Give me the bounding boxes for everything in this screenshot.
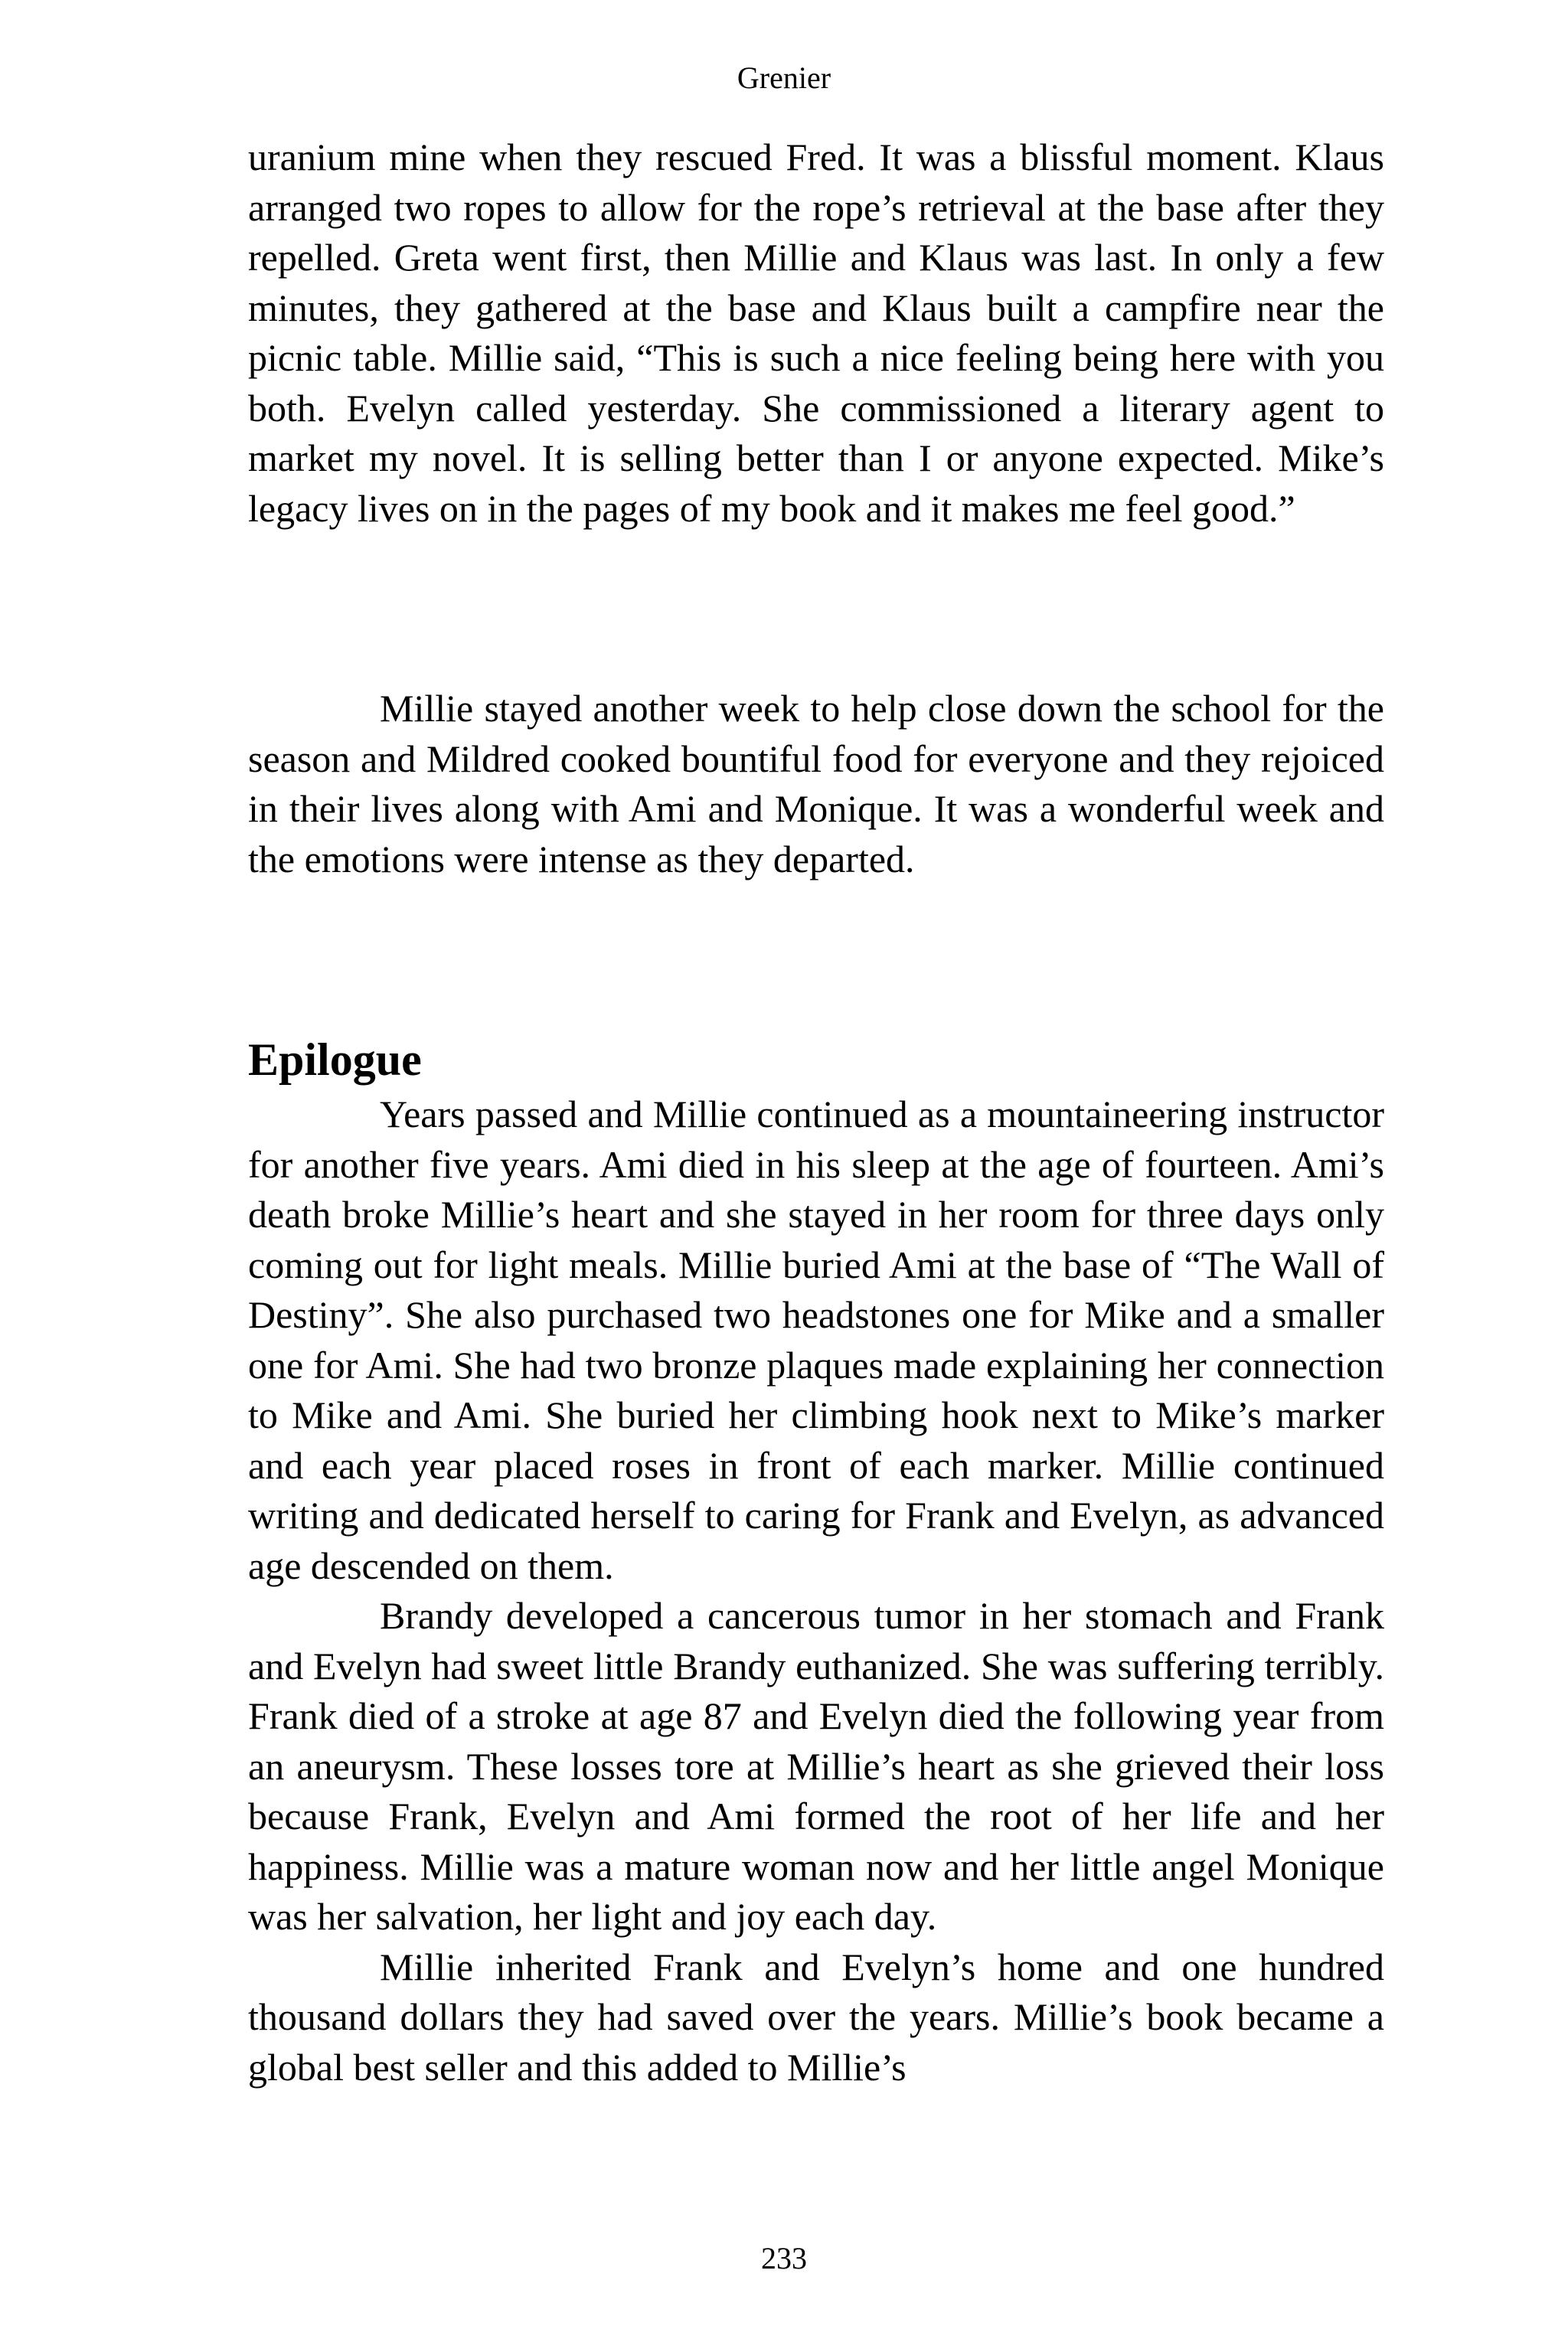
section-heading-epilogue: Epilogue bbox=[248, 1034, 422, 1085]
page-number: 233 bbox=[761, 2241, 807, 2275]
paragraph-continued: uranium mine when they rescued Fred. It was a blissful moment. Klaus arranged two ropes to allow for the rope’s retrieval at the base after they repelled. Greta went first, then Millie and Klaus was last. In only a few minutes, they gathered at the base and Klaus built a campfire near the picnic table. Millie said, “This is such a nice feeling being here with you both. Evelyn called yesterday. She commissioned a literary agent to market my novel. It is selling better than I or anyone expected. Mike’s legacy lives on in the pages of my book and it makes me feel good.” bbox=[248, 136, 1384, 530]
text-block-epilogue bbox=[248, 1089, 1384, 2092]
text-block-middle bbox=[248, 684, 1384, 884]
paragraph-epilogue-1: Years passed and Millie continued as a mountaineering instructor for another five years. Ami died in his sleep at the age of fourteen. Ami’s death broke Millie’s heart and she stayed in her room for three days only coming out for light meals. Millie buried Ami at the base of “The Wall of Destiny”. She also purchased two headstones one for Mike and a smaller one for Ami. She had two bronze plaques made explaining her connection to Mike and Ami. She buried her climbing hook next to Mike’s marker and each year placed roses in front of each marker. Millie continued writing and dedicated herself to caring for Frank and Evelyn, as advanced age descended on them. bbox=[248, 1093, 1384, 1587]
paragraph-departure: Millie stayed another week to help close down the school for the season and Mildred cooked bountiful food for everyone and they rejoiced in their lives along with Ami and Monique. It was a wonderful week and the emotions were intense as they departed. bbox=[248, 687, 1384, 880]
running-header: Grenier bbox=[737, 60, 831, 95]
paragraph-epilogue-3: Millie inherited Frank and Evelyn’s home and one hundred thousand dollars they had saved over the years. Millie’s book became a global best seller and this added to Millie’s bbox=[248, 1945, 1384, 2089]
text-block-top bbox=[248, 132, 1384, 534]
paragraph-epilogue-2: Brandy developed a cancerous tumor in her stomach and Frank and Evelyn had sweet little Brandy euthanized. She was suffering terribly. Frank died of a stroke at age 87 and Evelyn died the following year from an aneurysm. These losses tore at Millie’s heart as she grieved their loss because Frank, Evelyn and Ami formed the root of her life and her happiness. Millie was a mature woman now and her little angel Monique was her salvation, her light and joy each day. bbox=[248, 1594, 1384, 1938]
